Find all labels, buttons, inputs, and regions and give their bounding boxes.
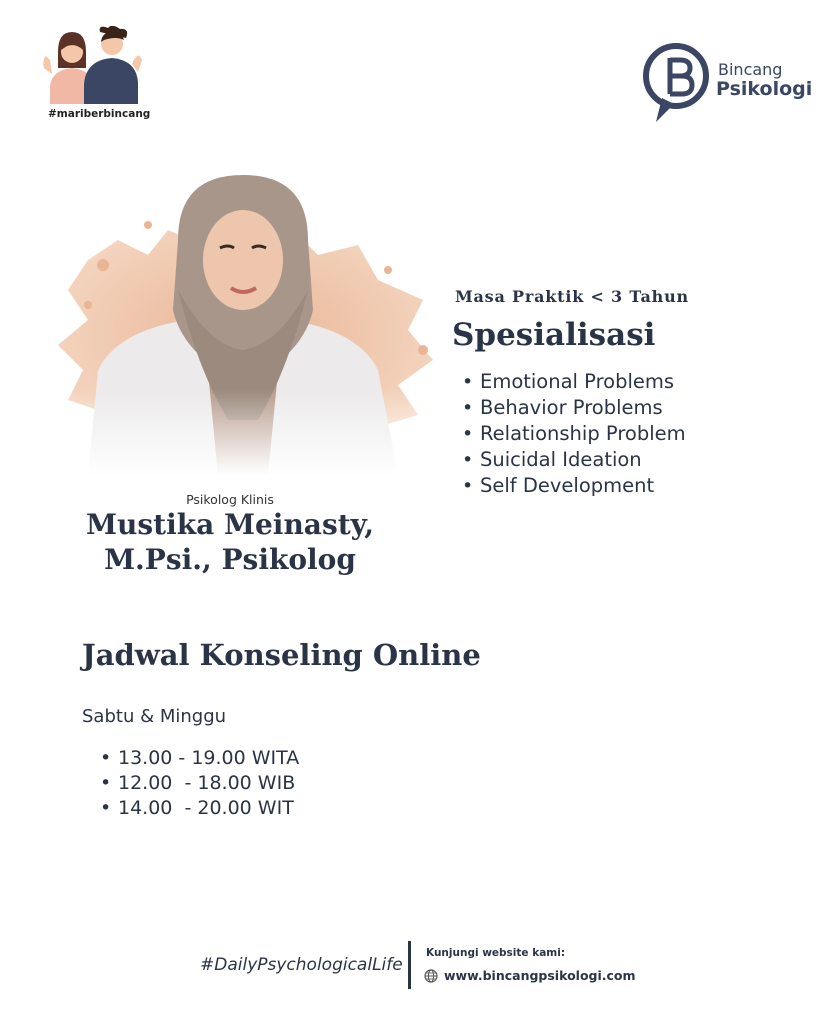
list-item: • Self Development bbox=[462, 473, 686, 499]
visit-website-label: Kunjungi website kami: bbox=[426, 947, 566, 959]
mascot-illustration bbox=[40, 26, 144, 104]
list-item: • Behavior Problems bbox=[462, 395, 686, 421]
globe-icon bbox=[424, 969, 438, 983]
name-line-1: Mustika Meinasty, bbox=[86, 508, 374, 541]
role-label: Psikolog Klinis bbox=[186, 492, 274, 507]
footer-divider bbox=[408, 941, 411, 989]
list-item: • 12.00 - 18.00 WIB bbox=[100, 771, 299, 796]
psychologist-photo bbox=[28, 170, 448, 475]
schedule-days: Sabtu & Minggu bbox=[82, 706, 227, 727]
logo-word-psikologi: Psikologi bbox=[716, 78, 813, 100]
list-item: • Relationship Problem bbox=[462, 421, 686, 447]
hashtag-daily-psychological-life: #DailyPsychologicalLife bbox=[200, 955, 403, 975]
schedule-title: Jadwal Konseling Online bbox=[82, 638, 481, 672]
hashtag-mariberbincang: #mariberbincang bbox=[48, 108, 151, 120]
website-link[interactable]: www.bincangpsikologi.com bbox=[444, 968, 636, 983]
experience-label: Masa Praktik < 3 Tahun bbox=[455, 287, 689, 306]
name-line-2: M.Psi., Psikolog bbox=[104, 543, 356, 576]
list-item: • Emotional Problems bbox=[462, 369, 686, 395]
list-item: • Suicidal Ideation bbox=[462, 447, 686, 473]
logo-word-bincang: Bincang bbox=[718, 60, 783, 79]
specialization-list bbox=[462, 369, 686, 499]
schedule-times bbox=[100, 746, 299, 821]
list-item: • 14.00 - 20.00 WIT bbox=[100, 796, 299, 821]
specialization-title: Spesialisasi bbox=[452, 317, 656, 353]
list-item: • 13.00 - 19.00 WITA bbox=[100, 746, 299, 771]
